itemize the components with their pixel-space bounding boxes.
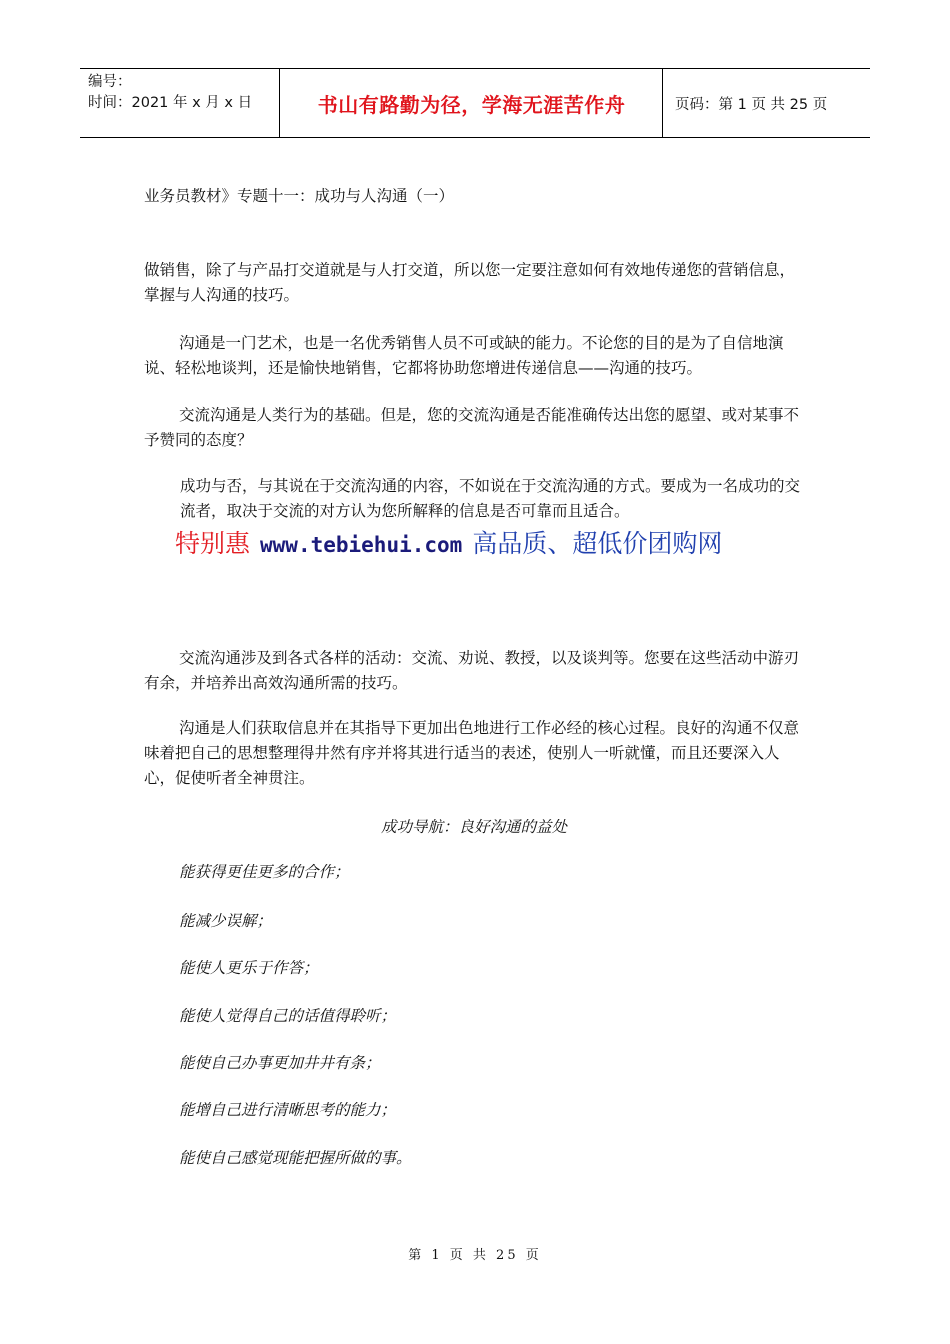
promo-banner[interactable] (175, 524, 815, 564)
list-item: 能使人觉得自己的话值得聆听； (179, 1007, 397, 1025)
list-item: 能增自己进行清晰思考的能力； (179, 1101, 397, 1119)
document-header (80, 68, 870, 138)
header-number-label: 编号： (88, 74, 132, 90)
promo-brand: 特别惠 (175, 529, 251, 558)
list-item: 能减少误解； (179, 912, 273, 930)
header-page-info: 页码：第 1 页 共 25 页 (675, 96, 828, 113)
paragraph: 成功与否，与其说在于交流沟通的内容，不如说在于交流沟通的方式。要成为一名成功的交流者，取决于交流的对方认为您所解释的信息是否可靠而且适合。 (180, 477, 801, 520)
paragraph: 交流沟通是人类行为的基础。但是，您的交流沟通是否能准确传达出您的愿望、或对某事不予赞同的态度？ (144, 406, 800, 449)
promo-slogan: 高品质、超低价团购网 (472, 529, 723, 558)
header-motto: 书山有路勤为径，学海无涯苦作舟 (281, 69, 663, 137)
page-footer: 第 1 页 共 25 页 (408, 1248, 542, 1263)
paragraph: 交流沟通涉及到各式各样的活动：交流、劝说、教授，以及谈判等。您要在这些活动中游刃有余，并培养出高效沟通所需的技巧。 (144, 649, 800, 692)
header-date: 时间：2021 年 x 月 x 日 (88, 95, 253, 111)
promo-url-link[interactable]: www.tebiehui.com (260, 533, 463, 557)
list-item: 能获得更佳更多的合作； (179, 863, 350, 881)
paragraph: 沟通是一门艺术，也是一名优秀销售人员不可或缺的能力。不论您的目的是为了自信地演说、轻松地谈判，还是愉快地销售，它都将协助您增进传递信息——沟通的技巧。 (144, 334, 784, 377)
list-item: 能使自己办事更加井井有条； (179, 1054, 381, 1072)
paragraph: 做销售，除了与产品打交道就是与人打交道，所以您一定要注意如何有效地传递您的营销信息，掌握与人沟通的技巧。 (144, 261, 796, 304)
section-heading: 成功导航：良好沟通的益处 (380, 818, 567, 836)
document-title: 业务员教材》专题十一：成功与人沟通（一） (144, 187, 455, 205)
paragraph: 沟通是人们获取信息并在其指导下更加出色地进行工作必经的核心过程。良好的沟通不仅意味着把自己的思想整理得井然有序并将其进行适当的表述，使别人一听就懂，而且还要深入人心，促使听者全神贯注。 (144, 719, 800, 787)
list-item: 能使人更乐于作答； (179, 959, 319, 977)
list-item: 能使自己感觉现能把握所做的事。 (179, 1149, 412, 1167)
header-meta (80, 69, 280, 137)
